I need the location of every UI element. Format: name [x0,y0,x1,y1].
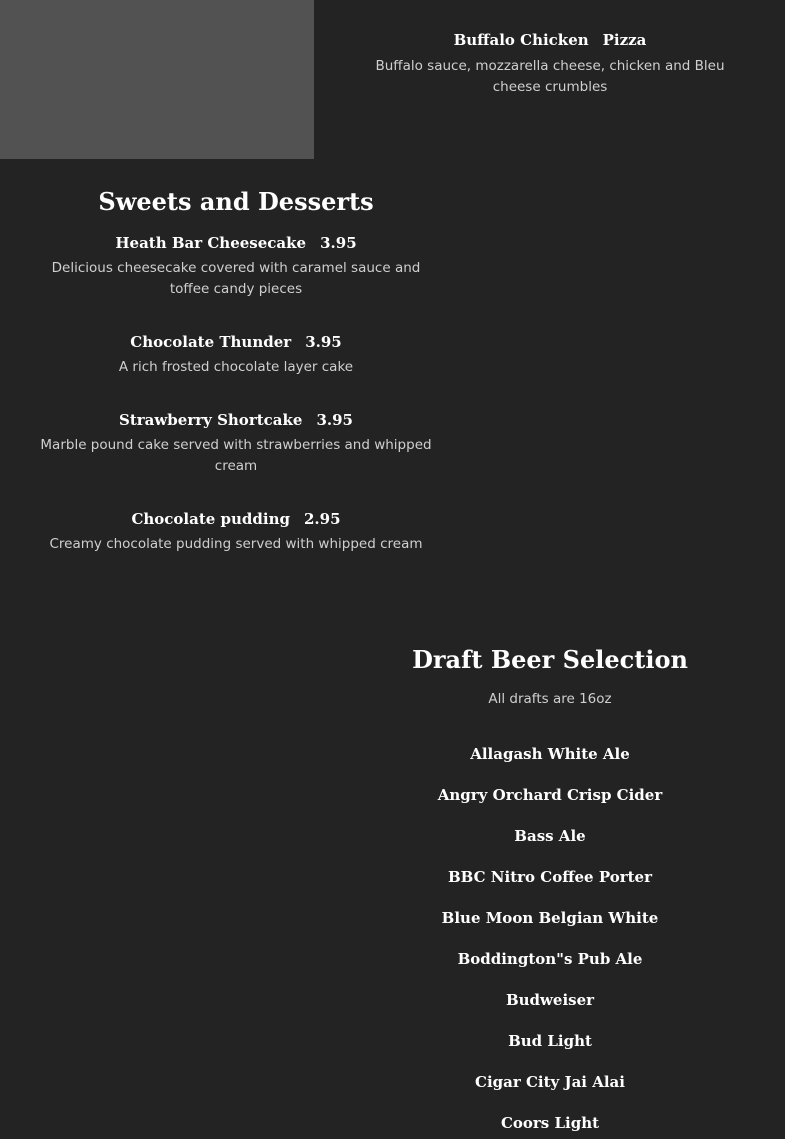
menu-item-photo [0,0,314,159]
dessert-description: Creamy chocolate pudding served with whipped cream [49,536,423,552]
beer-item: Boddington"s Pub Ale [457,950,643,968]
beer-item: Blue Moon Belgian White [441,909,659,927]
dessert-price: 3.95 [316,411,353,429]
dessert-price: 2.95 [304,510,341,528]
dessert-item [36,332,436,378]
beer-item: Bud Light [508,1032,592,1050]
beer-item: BBC Nitro Coffee Porter [448,868,652,886]
dessert-item [36,509,436,555]
menu-item-price: Pizza [602,31,647,49]
menu-item-buffalo-chicken-pizza [350,31,750,98]
dessert-name: Chocolate Thunder [130,333,292,351]
dessert-title [36,509,436,529]
dessert-item [36,233,436,300]
dessert-name: Chocolate pudding [131,510,290,528]
dessert-item [36,410,436,477]
dessert-title [36,332,436,352]
beer-item: Allagash White Ale [470,745,630,763]
draft-beer-section [350,644,750,1132]
beer-item: Coors Light [500,1114,600,1132]
dessert-name: Heath Bar Cheesecake [115,234,307,252]
draft-size-note: All drafts are 16oz [488,691,612,707]
beer-item: Budweiser [505,991,595,1009]
menu-item-title [350,31,750,49]
beer-item: Cigar City Jai Alai [475,1073,625,1091]
beer-item: Angry Orchard Crisp Cider [437,786,663,804]
dessert-price: 3.95 [305,333,342,351]
section-heading: Draft Beer Selection [412,645,688,674]
dessert-description: Marble pound cake served with strawberries and whipped cream [40,437,432,474]
dessert-description: A rich frosted chocolate layer cake [118,359,354,375]
dessert-description: Delicious cheesecake covered with caramel sauce and toffee candy pieces [51,260,421,297]
beer-item: Bass Ale [514,827,586,845]
dessert-name: Strawberry Shortcake [119,411,303,429]
menu-item-description: Buffalo sauce, mozzarella cheese, chicken and Bleu cheese crumbles [375,58,725,95]
desserts-section [36,186,436,552]
dessert-title [36,233,436,253]
dessert-title [36,410,436,430]
menu-item-name: Buffalo Chicken [453,31,589,49]
section-heading: Sweets and Desserts [98,187,374,216]
dessert-price: 3.95 [320,234,357,252]
